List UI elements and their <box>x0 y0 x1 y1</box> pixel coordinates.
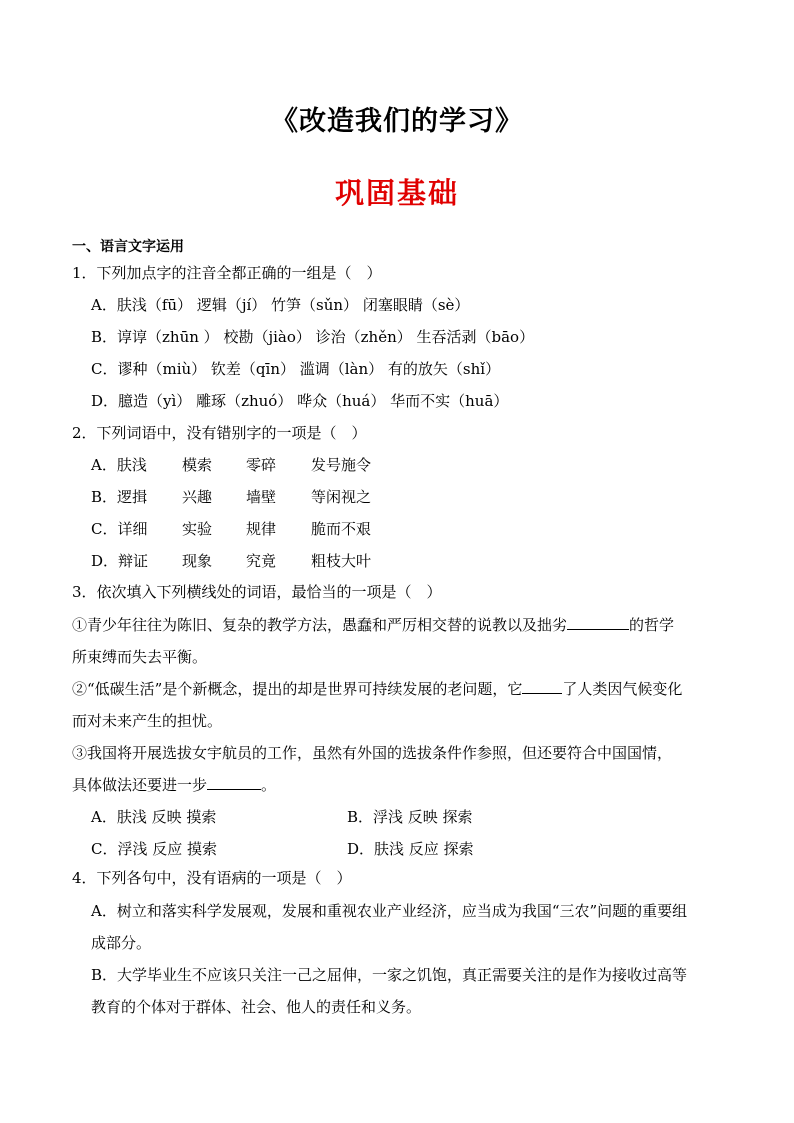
option-word: 实验 <box>182 520 213 538</box>
question-4-option-a: A．树立和落实科学发展观，发展和重视农业产业经济，应当成为我国“三农”问题的重要组 <box>91 902 688 920</box>
question-3-sentence-1-cont: 所束缚而失去平衡。 <box>72 648 208 666</box>
question-3-option-a: A．肤浅 反映 摸索 <box>91 808 217 826</box>
question-1-option-b: B．谆谆（zhūn ） 校勘（jiào） 诊治（zhěn） 生吞活剥（bāo） <box>91 328 535 346</box>
sentence-text: ②“低碳生活”是个新概念，提出的却是世界可持续发展的老问题，它 <box>72 680 523 698</box>
question-2-option-c <box>91 518 371 539</box>
question-3-option-b: B．浮浅 反映 探索 <box>347 808 473 826</box>
sentence-text: 了人类因气候变化 <box>562 680 683 698</box>
option-word: B．逻揖 <box>91 488 148 506</box>
option-word: 规律 <box>246 520 277 538</box>
option-word: A．肤浅 <box>91 456 147 474</box>
option-word: 究竟 <box>246 552 277 570</box>
option-word: 发号施令 <box>311 456 372 474</box>
question-3-option-c: C．浮浅 反应 摸索 <box>91 840 218 858</box>
option-word: 现象 <box>182 552 213 570</box>
option-word: 等闲视之 <box>311 488 372 506</box>
question-4-option-a-cont: 成部分。 <box>91 934 152 952</box>
question-2-option-d <box>91 550 371 571</box>
question-3-sentence-3-cont <box>72 774 276 795</box>
question-1-option-d: D．臆造（yì） 雕琢（zhuó） 哗众（huá） 华而不实（huā） <box>91 392 509 410</box>
sentence-text: 具体做法还要进一步 <box>72 776 208 794</box>
question-3-sentence-1 <box>72 614 674 635</box>
option-word: 脆而不艰 <box>311 520 372 538</box>
option-word: 模索 <box>182 456 213 474</box>
fill-blank <box>567 615 629 630</box>
question-2-option-b <box>91 486 371 507</box>
question-4-stem: 4．下列各句中，没有语病的一项是（ ） <box>72 869 352 887</box>
question-4-option-b-cont: 教育的个体对于群体、社会、他人的责任和义务。 <box>91 998 422 1016</box>
question-4-option-b: B．大学毕业生不应该只关注一己之屈伸，一家之饥饱，真正需要关注的是作为接收过高等 <box>91 966 688 984</box>
option-word: 零碎 <box>246 456 277 474</box>
option-word: C．详细 <box>91 520 148 538</box>
sentence-text: ①青少年往往为陈旧、复杂的教学方法，愚蠢和严厉相交替的说教以及拙劣 <box>72 616 568 634</box>
option-word: 墙壁 <box>246 488 277 506</box>
fill-blank <box>207 775 261 790</box>
option-word: 兴趣 <box>182 488 213 506</box>
sentence-text: 的哲学 <box>629 616 675 634</box>
question-3-option-d: D．肤浅 反应 探索 <box>347 840 474 858</box>
part-heading: 一、语言文字运用 <box>72 239 184 255</box>
page-title: 《改造我们的学习》 <box>271 106 523 137</box>
question-3-sentence-2-cont: 而对未来产生的担忧。 <box>72 712 223 730</box>
question-2-stem: 2．下列词语中，没有错别字的一项是（ ） <box>72 424 367 442</box>
question-1-stem: 1．下列加点字的注音全都正确的一组是（ ） <box>72 264 382 282</box>
option-word: 粗枝大叶 <box>311 552 372 570</box>
question-3-sentence-3: ③我国将开展选拔女宇航员的工作，虽然有外国的选拔条件作参照，但还要符合中国国情， <box>72 744 673 762</box>
question-3-sentence-2 <box>72 678 682 699</box>
question-3-stem: 3．依次填入下列横线处的词语，最恰当的一项是（ ） <box>72 583 442 601</box>
fill-blank <box>522 679 562 694</box>
question-2-option-a <box>91 454 371 475</box>
question-1-option-c: C．谬种（miù） 钦差（qīn） 滥调（làn） 有的放矢（shǐ） <box>91 360 501 378</box>
section-heading: 巩固基础 <box>334 176 459 210</box>
question-1-option-a: A．肤浅（fū） 逻辑（jí） 竹笋（sǔn） 闭塞眼睛（sè） <box>91 296 470 314</box>
option-word: D．辩证 <box>91 552 149 570</box>
sentence-text: 。 <box>261 776 277 794</box>
